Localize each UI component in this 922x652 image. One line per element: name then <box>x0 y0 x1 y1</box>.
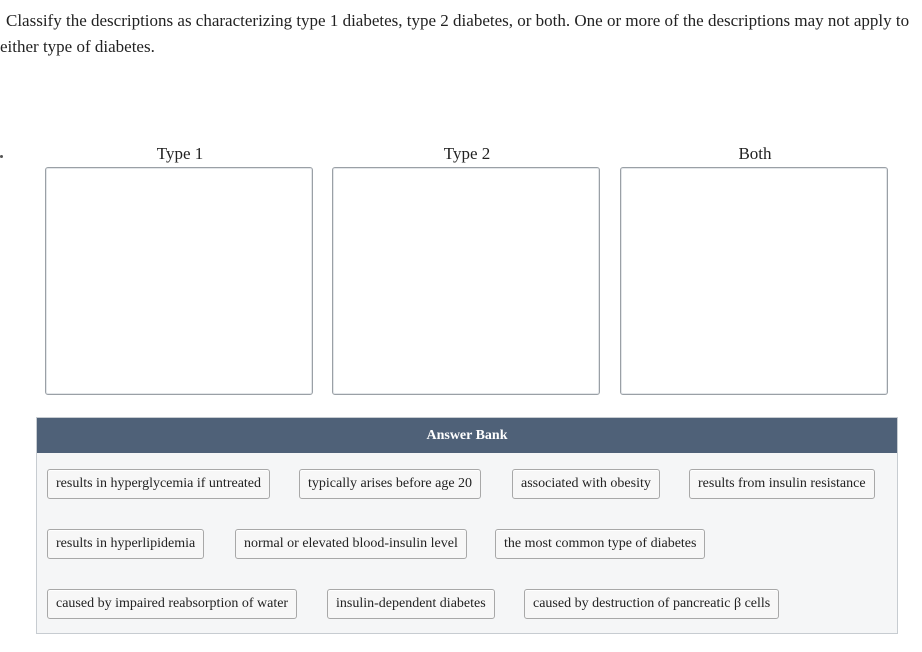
drop-zone-type-1[interactable] <box>45 167 313 395</box>
answer-chip[interactable]: results in hyperlipidemia <box>47 529 204 559</box>
category-heading-both: Both <box>738 144 772 163</box>
answer-chip[interactable]: results in hyperglycemia if untreated <box>47 469 270 499</box>
answer-bank-title: Answer Bank <box>37 418 897 453</box>
answer-chip[interactable]: insulin-dependent diabetes <box>327 589 495 619</box>
question-text: Classify the descriptions as characterizing type 1 diabetes, type 2 diabetes, or both. One or more of the descriptions may not apply to either type of diabetes. <box>0 11 910 56</box>
answer-chip[interactable]: caused by impaired reabsorption of water <box>47 589 297 619</box>
answer-chip[interactable]: the most common type of diabetes <box>495 529 705 559</box>
bullet-dot <box>0 155 3 158</box>
answer-chip[interactable]: typically arises before age 20 <box>299 469 481 499</box>
answer-chip[interactable]: associated with obesity <box>512 469 660 499</box>
drop-zone-both[interactable] <box>620 167 888 395</box>
answer-chip[interactable]: results from insulin resistance <box>689 469 875 499</box>
answer-bank <box>36 417 898 634</box>
answer-chip[interactable]: caused by destruction of pancreatic β cells <box>524 589 779 619</box>
answer-chip[interactable]: normal or elevated blood-insulin level <box>235 529 467 559</box>
category-heading-type-2: Type 2 <box>443 144 491 163</box>
question-prompt <box>0 8 910 60</box>
category-heading-type-1: Type 1 <box>156 144 204 163</box>
drop-zone-type-2[interactable] <box>332 167 600 395</box>
